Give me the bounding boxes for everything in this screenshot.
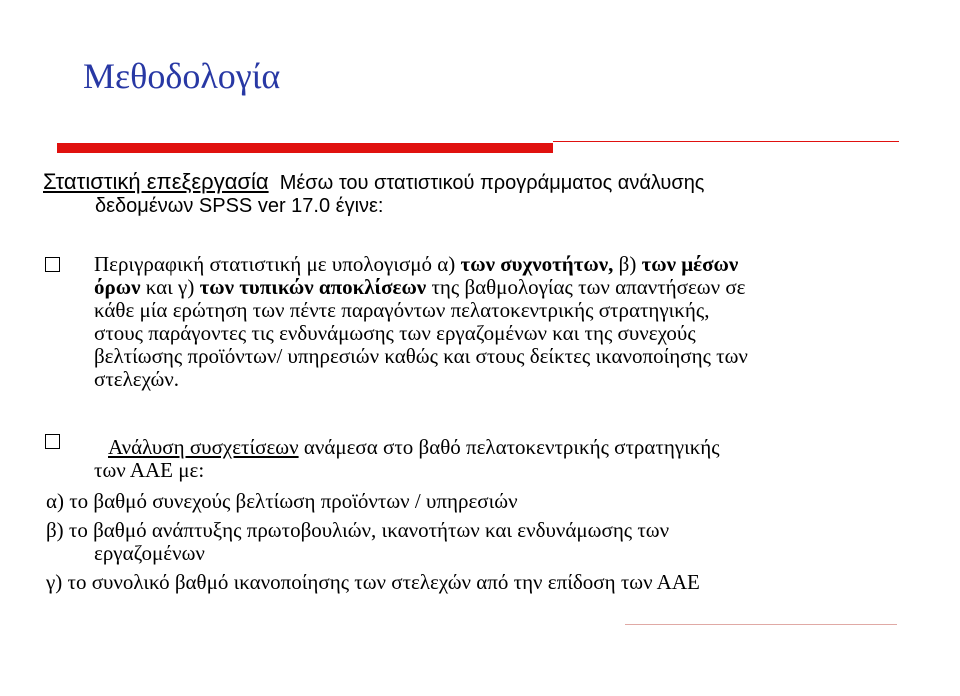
bullet2-line-2: των ΑΑΕ με: xyxy=(94,458,205,482)
bullet2-line-1 xyxy=(94,436,914,459)
bold-span: των τυπικών αποκλίσεων xyxy=(199,275,427,299)
title-rule-thick xyxy=(57,143,553,153)
criteria-item-c: γ) το συνολικό βαθμό ικανοποίησης των στελεχών από την επίδοση των ΑΑΕ xyxy=(46,570,700,594)
bullet1-line-5: βελτίωσης προϊόντων/ υπηρεσιών καθώς και στους δείκτες ικανοποίησης των xyxy=(94,344,748,368)
bullet1-line-4: στους παράγοντες τις ενδυνάμωσης των εργαζομένων και της συνεχούς xyxy=(94,321,696,345)
bullet1-line-2 xyxy=(94,276,894,299)
bold-span: όρων xyxy=(94,275,141,299)
bullet1-line-6: στελεχών. xyxy=(94,367,180,391)
text-span: ανάμεσα στο βαθό πελατοκεντρικής στρατηγικής xyxy=(298,435,720,459)
text-span: β) xyxy=(613,252,642,276)
intro-text-1: Μέσω του στατιστικού προγράμματος ανάλυσης xyxy=(268,172,705,194)
criteria-item-b-continuation: εργαζομένων xyxy=(94,541,205,565)
bullet-paragraph-2 xyxy=(94,436,914,482)
bullet1-line-3: κάθε μία ερώτηση των πέντε παραγόντων πελατοκεντρικής στρατηγικής, xyxy=(94,298,710,322)
intro-heading: Στατιστική επεξεργασία xyxy=(43,169,269,194)
text-span: της βαθμολογίας των απαντήσεων σε xyxy=(426,275,746,299)
bullet2-heading: Ανάλυση συσχετίσεων xyxy=(108,435,299,459)
bullet-paragraph-1 xyxy=(94,253,894,391)
slide-title: Μεθοδολογία xyxy=(83,56,281,96)
criteria-item-b: β) το βαθμό ανάπτυξης πρωτοβουλιών, ικανοτήτων και ενδυνάμωσης των xyxy=(46,518,670,542)
criteria-list xyxy=(46,490,896,594)
title-rule-thin xyxy=(553,141,899,142)
intro-paragraph xyxy=(43,170,843,218)
bullet1-line-1 xyxy=(94,253,894,276)
text-span: Περιγραφική στατιστική με υπολογισμό α) xyxy=(94,252,461,276)
bold-span: των μέσων xyxy=(641,252,739,276)
hollow-square-bullet-icon xyxy=(45,434,60,449)
bold-span: των συχνοτήτων, xyxy=(460,252,614,276)
text-span: και γ) xyxy=(140,275,200,299)
intro-line-2: δεδομένων SPSS ver 17.0 έγινε: xyxy=(95,195,384,217)
title-underline-rule xyxy=(57,140,899,154)
intro-line-1 xyxy=(43,170,843,195)
hollow-square-bullet-icon xyxy=(45,257,60,272)
footer-divider xyxy=(625,624,897,625)
criteria-item-a: α) το βαθμό συνεχούς βελτίωση προϊόντων / υπηρεσιών xyxy=(46,489,518,513)
